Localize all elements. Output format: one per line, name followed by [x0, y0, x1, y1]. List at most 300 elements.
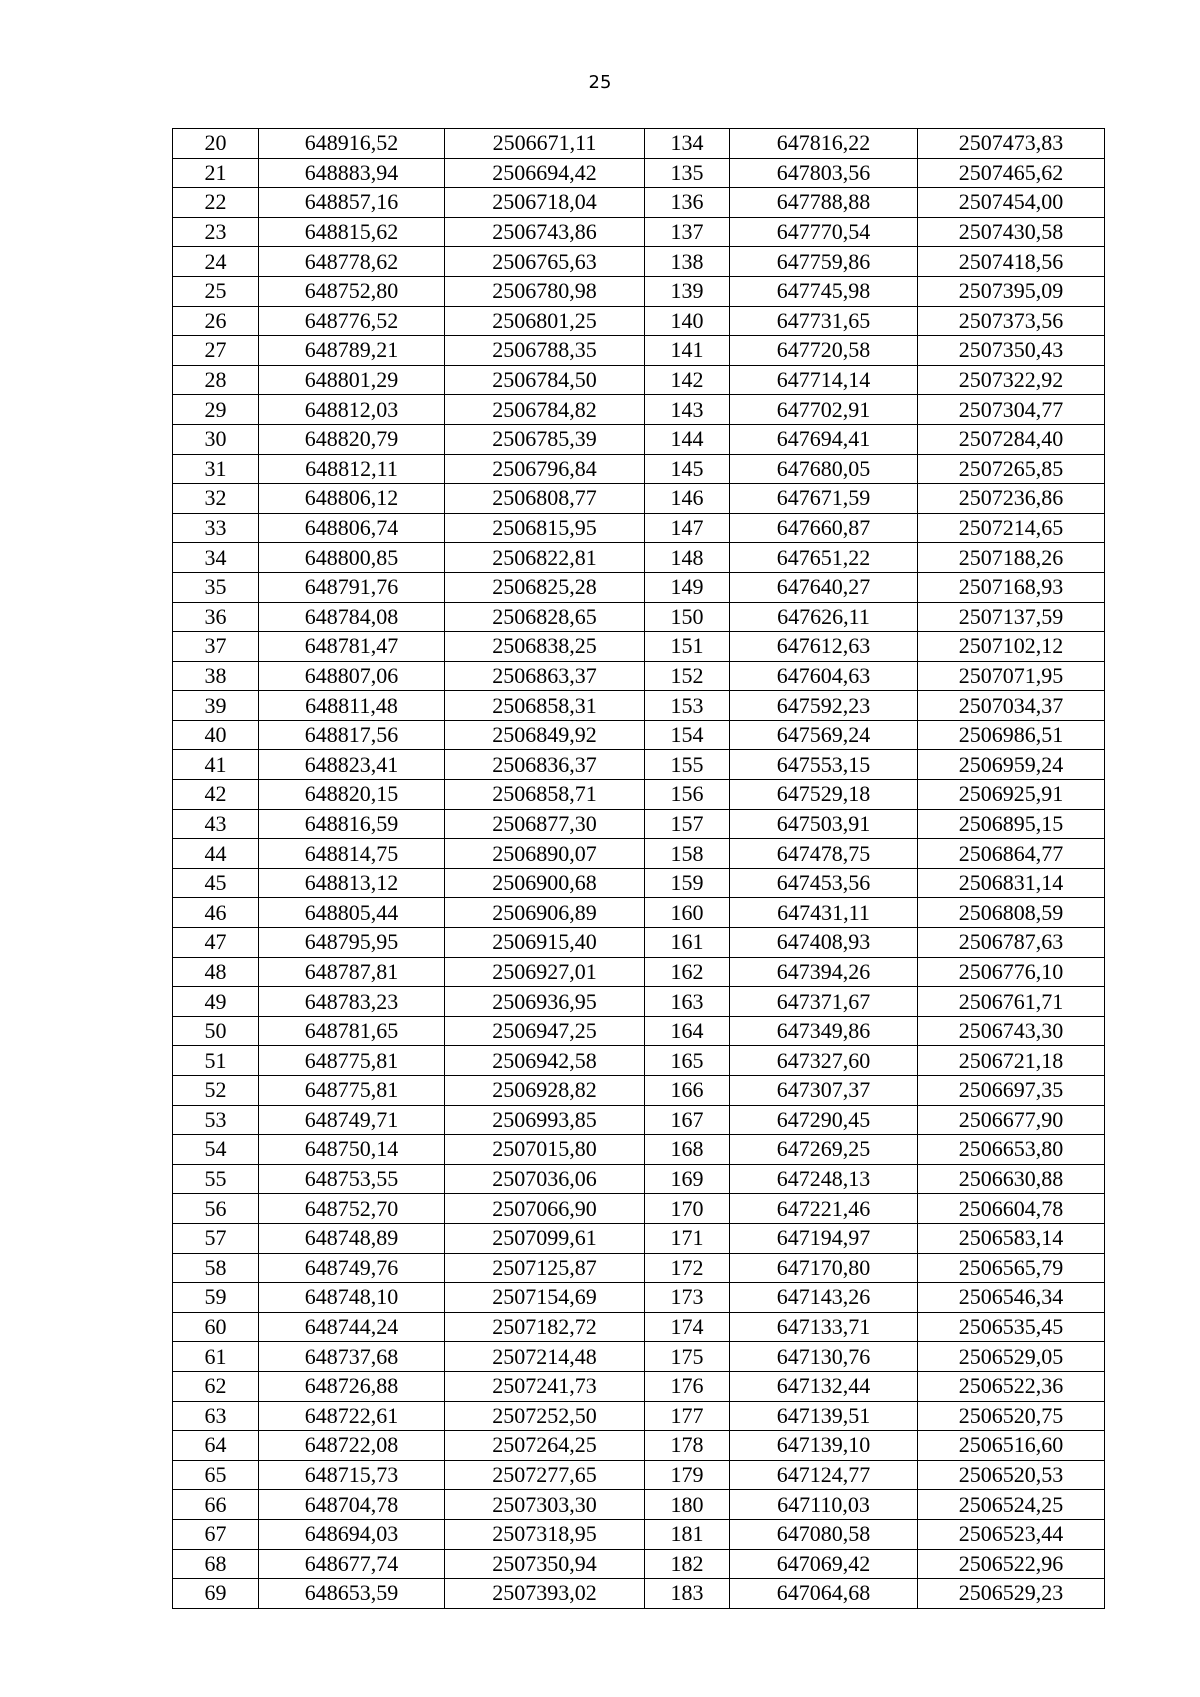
- point-number-cell: 21: [173, 158, 259, 188]
- y-coordinate-cell: 2506522,36: [918, 1371, 1105, 1401]
- x-coordinate-cell: 647651,22: [730, 543, 918, 573]
- x-coordinate-cell: 648784,08: [259, 602, 445, 632]
- point-number-cell: 39: [173, 691, 259, 721]
- point-number-cell: 143: [645, 395, 730, 425]
- y-coordinate-cell: 2507015,80: [445, 1135, 645, 1165]
- x-coordinate-cell: 647680,05: [730, 454, 918, 484]
- y-coordinate-cell: 2506583,14: [918, 1223, 1105, 1253]
- y-coordinate-cell: 2507373,56: [918, 306, 1105, 336]
- point-number-cell: 24: [173, 247, 259, 277]
- x-coordinate-cell: 648791,76: [259, 572, 445, 602]
- table-row: [173, 1046, 1105, 1076]
- y-coordinate-cell: 2507265,85: [918, 454, 1105, 484]
- table-row: [173, 1401, 1105, 1431]
- x-coordinate-cell: 648806,74: [259, 513, 445, 543]
- y-coordinate-cell: 2507182,72: [445, 1312, 645, 1342]
- table-row: [173, 276, 1105, 306]
- x-coordinate-cell: 648815,62: [259, 217, 445, 247]
- table-row: [173, 306, 1105, 336]
- y-coordinate-cell: 2506743,86: [445, 217, 645, 247]
- x-coordinate-cell: 648811,48: [259, 691, 445, 721]
- x-coordinate-cell: 648744,24: [259, 1312, 445, 1342]
- y-coordinate-cell: 2506776,10: [918, 957, 1105, 987]
- point-number-cell: 56: [173, 1194, 259, 1224]
- y-coordinate-cell: 2507465,62: [918, 158, 1105, 188]
- table-row: [173, 1312, 1105, 1342]
- y-coordinate-cell: 2506765,63: [445, 247, 645, 277]
- y-coordinate-cell: 2507036,06: [445, 1164, 645, 1194]
- x-coordinate-cell: 647592,23: [730, 691, 918, 721]
- y-coordinate-cell: 2506523,44: [918, 1519, 1105, 1549]
- y-coordinate-cell: 2506694,42: [445, 158, 645, 188]
- table-row: [173, 868, 1105, 898]
- point-number-cell: 57: [173, 1223, 259, 1253]
- y-coordinate-cell: 2507168,93: [918, 572, 1105, 602]
- point-number-cell: 30: [173, 424, 259, 454]
- x-coordinate-cell: 648726,88: [259, 1371, 445, 1401]
- x-coordinate-cell: 647503,91: [730, 809, 918, 839]
- y-coordinate-cell: 2506815,95: [445, 513, 645, 543]
- point-number-cell: 22: [173, 188, 259, 218]
- table-row: [173, 1460, 1105, 1490]
- y-coordinate-cell: 2507395,09: [918, 276, 1105, 306]
- x-coordinate-cell: 647626,11: [730, 602, 918, 632]
- table-row: [173, 1371, 1105, 1401]
- x-coordinate-cell: 647248,13: [730, 1164, 918, 1194]
- point-number-cell: 58: [173, 1253, 259, 1283]
- coordinates-table-body: [173, 129, 1105, 1609]
- y-coordinate-cell: 2507071,95: [918, 661, 1105, 691]
- point-number-cell: 45: [173, 868, 259, 898]
- point-number-cell: 67: [173, 1519, 259, 1549]
- y-coordinate-cell: 2507473,83: [918, 129, 1105, 159]
- x-coordinate-cell: 648694,03: [259, 1519, 445, 1549]
- y-coordinate-cell: 2506877,30: [445, 809, 645, 839]
- y-coordinate-cell: 2507188,26: [918, 543, 1105, 573]
- point-number-cell: 152: [645, 661, 730, 691]
- y-coordinate-cell: 2507418,56: [918, 247, 1105, 277]
- y-coordinate-cell: 2506520,75: [918, 1401, 1105, 1431]
- x-coordinate-cell: 648737,68: [259, 1342, 445, 1372]
- point-number-cell: 65: [173, 1460, 259, 1490]
- x-coordinate-cell: 648722,61: [259, 1401, 445, 1431]
- y-coordinate-cell: 2506535,45: [918, 1312, 1105, 1342]
- x-coordinate-cell: 647110,03: [730, 1490, 918, 1520]
- table-row: [173, 1431, 1105, 1461]
- y-coordinate-cell: 2506520,53: [918, 1460, 1105, 1490]
- y-coordinate-cell: 2506677,90: [918, 1105, 1105, 1135]
- point-number-cell: 52: [173, 1076, 259, 1106]
- point-number-cell: 32: [173, 484, 259, 514]
- y-coordinate-cell: 2507454,00: [918, 188, 1105, 218]
- x-coordinate-cell: 647529,18: [730, 780, 918, 810]
- y-coordinate-cell: 2507034,37: [918, 691, 1105, 721]
- x-coordinate-cell: 648817,56: [259, 720, 445, 750]
- y-coordinate-cell: 2507214,65: [918, 513, 1105, 543]
- table-row: [173, 543, 1105, 573]
- x-coordinate-cell: 648787,81: [259, 957, 445, 987]
- x-coordinate-cell: 647170,80: [730, 1253, 918, 1283]
- x-coordinate-cell: 647064,68: [730, 1579, 918, 1609]
- point-number-cell: 46: [173, 898, 259, 928]
- x-coordinate-cell: 648820,15: [259, 780, 445, 810]
- y-coordinate-cell: 2506761,71: [918, 987, 1105, 1017]
- table-row: [173, 1549, 1105, 1579]
- y-coordinate-cell: 2507236,86: [918, 484, 1105, 514]
- table-row: [173, 780, 1105, 810]
- x-coordinate-cell: 647069,42: [730, 1549, 918, 1579]
- point-number-cell: 145: [645, 454, 730, 484]
- x-coordinate-cell: 647408,93: [730, 928, 918, 958]
- point-number-cell: 43: [173, 809, 259, 839]
- y-coordinate-cell: 2506546,34: [918, 1283, 1105, 1313]
- x-coordinate-cell: 647759,86: [730, 247, 918, 277]
- point-number-cell: 20: [173, 129, 259, 159]
- point-number-cell: 51: [173, 1046, 259, 1076]
- table-row: [173, 632, 1105, 662]
- x-coordinate-cell: 647132,44: [730, 1371, 918, 1401]
- point-number-cell: 166: [645, 1076, 730, 1106]
- x-coordinate-cell: 647671,59: [730, 484, 918, 514]
- point-number-cell: 63: [173, 1401, 259, 1431]
- x-coordinate-cell: 648749,71: [259, 1105, 445, 1135]
- y-coordinate-cell: 2506993,85: [445, 1105, 645, 1135]
- x-coordinate-cell: 647714,14: [730, 365, 918, 395]
- x-coordinate-cell: 648814,75: [259, 839, 445, 869]
- y-coordinate-cell: 2506780,98: [445, 276, 645, 306]
- y-coordinate-cell: 2506565,79: [918, 1253, 1105, 1283]
- x-coordinate-cell: 648752,80: [259, 276, 445, 306]
- point-number-cell: 47: [173, 928, 259, 958]
- point-number-cell: 38: [173, 661, 259, 691]
- point-number-cell: 179: [645, 1460, 730, 1490]
- x-coordinate-cell: 648775,81: [259, 1046, 445, 1076]
- x-coordinate-cell: 648748,89: [259, 1223, 445, 1253]
- y-coordinate-cell: 2507303,30: [445, 1490, 645, 1520]
- y-coordinate-cell: 2507304,77: [918, 395, 1105, 425]
- point-number-cell: 157: [645, 809, 730, 839]
- x-coordinate-cell: 648807,06: [259, 661, 445, 691]
- x-coordinate-cell: 647080,58: [730, 1519, 918, 1549]
- y-coordinate-cell: 2506787,63: [918, 928, 1105, 958]
- x-coordinate-cell: 647803,56: [730, 158, 918, 188]
- y-coordinate-cell: 2506604,78: [918, 1194, 1105, 1224]
- x-coordinate-cell: 648775,81: [259, 1076, 445, 1106]
- point-number-cell: 183: [645, 1579, 730, 1609]
- point-number-cell: 167: [645, 1105, 730, 1135]
- x-coordinate-cell: 647453,56: [730, 868, 918, 898]
- point-number-cell: 153: [645, 691, 730, 721]
- table-row: [173, 129, 1105, 159]
- y-coordinate-cell: 2506864,77: [918, 839, 1105, 869]
- table-row: [173, 247, 1105, 277]
- x-coordinate-cell: 648812,11: [259, 454, 445, 484]
- point-number-cell: 177: [645, 1401, 730, 1431]
- x-coordinate-cell: 648715,73: [259, 1460, 445, 1490]
- x-coordinate-cell: 647327,60: [730, 1046, 918, 1076]
- point-number-cell: 163: [645, 987, 730, 1017]
- y-coordinate-cell: 2507154,69: [445, 1283, 645, 1313]
- x-coordinate-cell: 647269,25: [730, 1135, 918, 1165]
- point-number-cell: 60: [173, 1312, 259, 1342]
- point-number-cell: 66: [173, 1490, 259, 1520]
- y-coordinate-cell: 2506801,25: [445, 306, 645, 336]
- y-coordinate-cell: 2506697,35: [918, 1076, 1105, 1106]
- table-row: [173, 1164, 1105, 1194]
- y-coordinate-cell: 2506849,92: [445, 720, 645, 750]
- y-coordinate-cell: 2507214,48: [445, 1342, 645, 1372]
- x-coordinate-cell: 648816,59: [259, 809, 445, 839]
- y-coordinate-cell: 2506825,28: [445, 572, 645, 602]
- point-number-cell: 155: [645, 750, 730, 780]
- point-number-cell: 68: [173, 1549, 259, 1579]
- point-number-cell: 26: [173, 306, 259, 336]
- y-coordinate-cell: 2506524,25: [918, 1490, 1105, 1520]
- y-coordinate-cell: 2506808,77: [445, 484, 645, 514]
- point-number-cell: 182: [645, 1549, 730, 1579]
- y-coordinate-cell: 2506858,31: [445, 691, 645, 721]
- point-number-cell: 31: [173, 454, 259, 484]
- y-coordinate-cell: 2506925,91: [918, 780, 1105, 810]
- point-number-cell: 156: [645, 780, 730, 810]
- y-coordinate-cell: 2507241,73: [445, 1371, 645, 1401]
- y-coordinate-cell: 2506947,25: [445, 1016, 645, 1046]
- x-coordinate-cell: 647371,67: [730, 987, 918, 1017]
- y-coordinate-cell: 2506785,39: [445, 424, 645, 454]
- y-coordinate-cell: 2507264,25: [445, 1431, 645, 1461]
- x-coordinate-cell: 647221,46: [730, 1194, 918, 1224]
- x-coordinate-cell: 648781,47: [259, 632, 445, 662]
- y-coordinate-cell: 2506936,95: [445, 987, 645, 1017]
- x-coordinate-cell: 648722,08: [259, 1431, 445, 1461]
- x-coordinate-cell: 647133,71: [730, 1312, 918, 1342]
- table-row: [173, 1283, 1105, 1313]
- point-number-cell: 162: [645, 957, 730, 987]
- y-coordinate-cell: 2506529,23: [918, 1579, 1105, 1609]
- point-number-cell: 134: [645, 129, 730, 159]
- y-coordinate-cell: 2506828,65: [445, 602, 645, 632]
- y-coordinate-cell: 2506529,05: [918, 1342, 1105, 1372]
- point-number-cell: 25: [173, 276, 259, 306]
- point-number-cell: 29: [173, 395, 259, 425]
- point-number-cell: 64: [173, 1431, 259, 1461]
- x-coordinate-cell: 647702,91: [730, 395, 918, 425]
- point-number-cell: 50: [173, 1016, 259, 1046]
- point-number-cell: 137: [645, 217, 730, 247]
- table-row: [173, 928, 1105, 958]
- table-row: [173, 661, 1105, 691]
- x-coordinate-cell: 647139,10: [730, 1431, 918, 1461]
- point-number-cell: 172: [645, 1253, 730, 1283]
- point-number-cell: 49: [173, 987, 259, 1017]
- table-row: [173, 1519, 1105, 1549]
- point-number-cell: 69: [173, 1579, 259, 1609]
- table-row: [173, 1579, 1105, 1609]
- table-row: [173, 691, 1105, 721]
- x-coordinate-cell: 648781,65: [259, 1016, 445, 1046]
- point-number-cell: 158: [645, 839, 730, 869]
- point-number-cell: 144: [645, 424, 730, 454]
- y-coordinate-cell: 2507322,92: [918, 365, 1105, 395]
- y-coordinate-cell: 2507318,95: [445, 1519, 645, 1549]
- point-number-cell: 154: [645, 720, 730, 750]
- point-number-cell: 142: [645, 365, 730, 395]
- point-number-cell: 23: [173, 217, 259, 247]
- table-row: [173, 839, 1105, 869]
- point-number-cell: 151: [645, 632, 730, 662]
- y-coordinate-cell: 2506831,14: [918, 868, 1105, 898]
- y-coordinate-cell: 2506838,25: [445, 632, 645, 662]
- y-coordinate-cell: 2507099,61: [445, 1223, 645, 1253]
- x-coordinate-cell: 647194,97: [730, 1223, 918, 1253]
- point-number-cell: 35: [173, 572, 259, 602]
- x-coordinate-cell: 648783,23: [259, 987, 445, 1017]
- point-number-cell: 159: [645, 868, 730, 898]
- x-coordinate-cell: 648750,14: [259, 1135, 445, 1165]
- x-coordinate-cell: 647349,86: [730, 1016, 918, 1046]
- point-number-cell: 138: [645, 247, 730, 277]
- y-coordinate-cell: 2506796,84: [445, 454, 645, 484]
- x-coordinate-cell: 648752,70: [259, 1194, 445, 1224]
- x-coordinate-cell: 647770,54: [730, 217, 918, 247]
- y-coordinate-cell: 2506890,07: [445, 839, 645, 869]
- table-row: [173, 750, 1105, 780]
- x-coordinate-cell: 647640,27: [730, 572, 918, 602]
- coordinates-table: [172, 128, 1105, 1609]
- x-coordinate-cell: 648776,52: [259, 306, 445, 336]
- table-row: [173, 720, 1105, 750]
- y-coordinate-cell: 2507350,43: [918, 336, 1105, 366]
- y-coordinate-cell: 2506516,60: [918, 1431, 1105, 1461]
- x-coordinate-cell: 648813,12: [259, 868, 445, 898]
- point-number-cell: 176: [645, 1371, 730, 1401]
- y-coordinate-cell: 2506522,96: [918, 1549, 1105, 1579]
- table-row: [173, 957, 1105, 987]
- table-row: [173, 513, 1105, 543]
- y-coordinate-cell: 2507102,12: [918, 632, 1105, 662]
- y-coordinate-cell: 2506915,40: [445, 928, 645, 958]
- y-coordinate-cell: 2506721,18: [918, 1046, 1105, 1076]
- y-coordinate-cell: 2507125,87: [445, 1253, 645, 1283]
- table-row: [173, 395, 1105, 425]
- x-coordinate-cell: 648857,16: [259, 188, 445, 218]
- x-coordinate-cell: 647478,75: [730, 839, 918, 869]
- y-coordinate-cell: 2506743,30: [918, 1016, 1105, 1046]
- x-coordinate-cell: 647731,65: [730, 306, 918, 336]
- x-coordinate-cell: 647660,87: [730, 513, 918, 543]
- y-coordinate-cell: 2506906,89: [445, 898, 645, 928]
- point-number-cell: 61: [173, 1342, 259, 1372]
- y-coordinate-cell: 2506986,51: [918, 720, 1105, 750]
- y-coordinate-cell: 2506942,58: [445, 1046, 645, 1076]
- x-coordinate-cell: 648753,55: [259, 1164, 445, 1194]
- x-coordinate-cell: 648748,10: [259, 1283, 445, 1313]
- x-coordinate-cell: 647124,77: [730, 1460, 918, 1490]
- point-number-cell: 160: [645, 898, 730, 928]
- x-coordinate-cell: 648778,62: [259, 247, 445, 277]
- y-coordinate-cell: 2507252,50: [445, 1401, 645, 1431]
- y-coordinate-cell: 2506822,81: [445, 543, 645, 573]
- table-row: [173, 572, 1105, 602]
- point-number-cell: 168: [645, 1135, 730, 1165]
- y-coordinate-cell: 2506653,80: [918, 1135, 1105, 1165]
- table-row: [173, 987, 1105, 1017]
- table-row: [173, 1223, 1105, 1253]
- point-number-cell: 55: [173, 1164, 259, 1194]
- y-coordinate-cell: 2507066,90: [445, 1194, 645, 1224]
- y-coordinate-cell: 2506959,24: [918, 750, 1105, 780]
- x-coordinate-cell: 648677,74: [259, 1549, 445, 1579]
- page-number: 25: [588, 72, 612, 93]
- x-coordinate-cell: 648820,79: [259, 424, 445, 454]
- point-number-cell: 59: [173, 1283, 259, 1313]
- x-coordinate-cell: 647720,58: [730, 336, 918, 366]
- x-coordinate-cell: 648823,41: [259, 750, 445, 780]
- y-coordinate-cell: 2506784,50: [445, 365, 645, 395]
- y-coordinate-cell: 2506900,68: [445, 868, 645, 898]
- point-number-cell: 36: [173, 602, 259, 632]
- x-coordinate-cell: 647290,45: [730, 1105, 918, 1135]
- table-row: [173, 898, 1105, 928]
- table-row: [173, 454, 1105, 484]
- x-coordinate-cell: 648801,29: [259, 365, 445, 395]
- point-number-cell: 165: [645, 1046, 730, 1076]
- y-coordinate-cell: 2506927,01: [445, 957, 645, 987]
- x-coordinate-cell: 647431,11: [730, 898, 918, 928]
- x-coordinate-cell: 647745,98: [730, 276, 918, 306]
- y-coordinate-cell: 2506858,71: [445, 780, 645, 810]
- point-number-cell: 180: [645, 1490, 730, 1520]
- point-number-cell: 135: [645, 158, 730, 188]
- x-coordinate-cell: 647788,88: [730, 188, 918, 218]
- x-coordinate-cell: 648812,03: [259, 395, 445, 425]
- y-coordinate-cell: 2506784,82: [445, 395, 645, 425]
- point-number-cell: 42: [173, 780, 259, 810]
- x-coordinate-cell: 648789,21: [259, 336, 445, 366]
- x-coordinate-cell: 648916,52: [259, 129, 445, 159]
- y-coordinate-cell: 2507137,59: [918, 602, 1105, 632]
- y-coordinate-cell: 2507393,02: [445, 1579, 645, 1609]
- point-number-cell: 171: [645, 1223, 730, 1253]
- point-number-cell: 27: [173, 336, 259, 366]
- table-row: [173, 1076, 1105, 1106]
- point-number-cell: 146: [645, 484, 730, 514]
- point-number-cell: 28: [173, 365, 259, 395]
- y-coordinate-cell: 2506928,82: [445, 1076, 645, 1106]
- x-coordinate-cell: 647569,24: [730, 720, 918, 750]
- point-number-cell: 181: [645, 1519, 730, 1549]
- point-number-cell: 62: [173, 1371, 259, 1401]
- x-coordinate-cell: 647612,63: [730, 632, 918, 662]
- y-coordinate-cell: 2507284,40: [918, 424, 1105, 454]
- point-number-cell: 175: [645, 1342, 730, 1372]
- table-row: [173, 1194, 1105, 1224]
- table-row: [173, 1342, 1105, 1372]
- x-coordinate-cell: 648800,85: [259, 543, 445, 573]
- table-row: [173, 1016, 1105, 1046]
- point-number-cell: 174: [645, 1312, 730, 1342]
- point-number-cell: 141: [645, 336, 730, 366]
- x-coordinate-cell: 647553,15: [730, 750, 918, 780]
- y-coordinate-cell: 2506718,04: [445, 188, 645, 218]
- x-coordinate-cell: 647307,37: [730, 1076, 918, 1106]
- y-coordinate-cell: 2507430,58: [918, 217, 1105, 247]
- x-coordinate-cell: 648749,76: [259, 1253, 445, 1283]
- point-number-cell: 149: [645, 572, 730, 602]
- table-row: [173, 336, 1105, 366]
- point-number-cell: 41: [173, 750, 259, 780]
- table-row: [173, 1253, 1105, 1283]
